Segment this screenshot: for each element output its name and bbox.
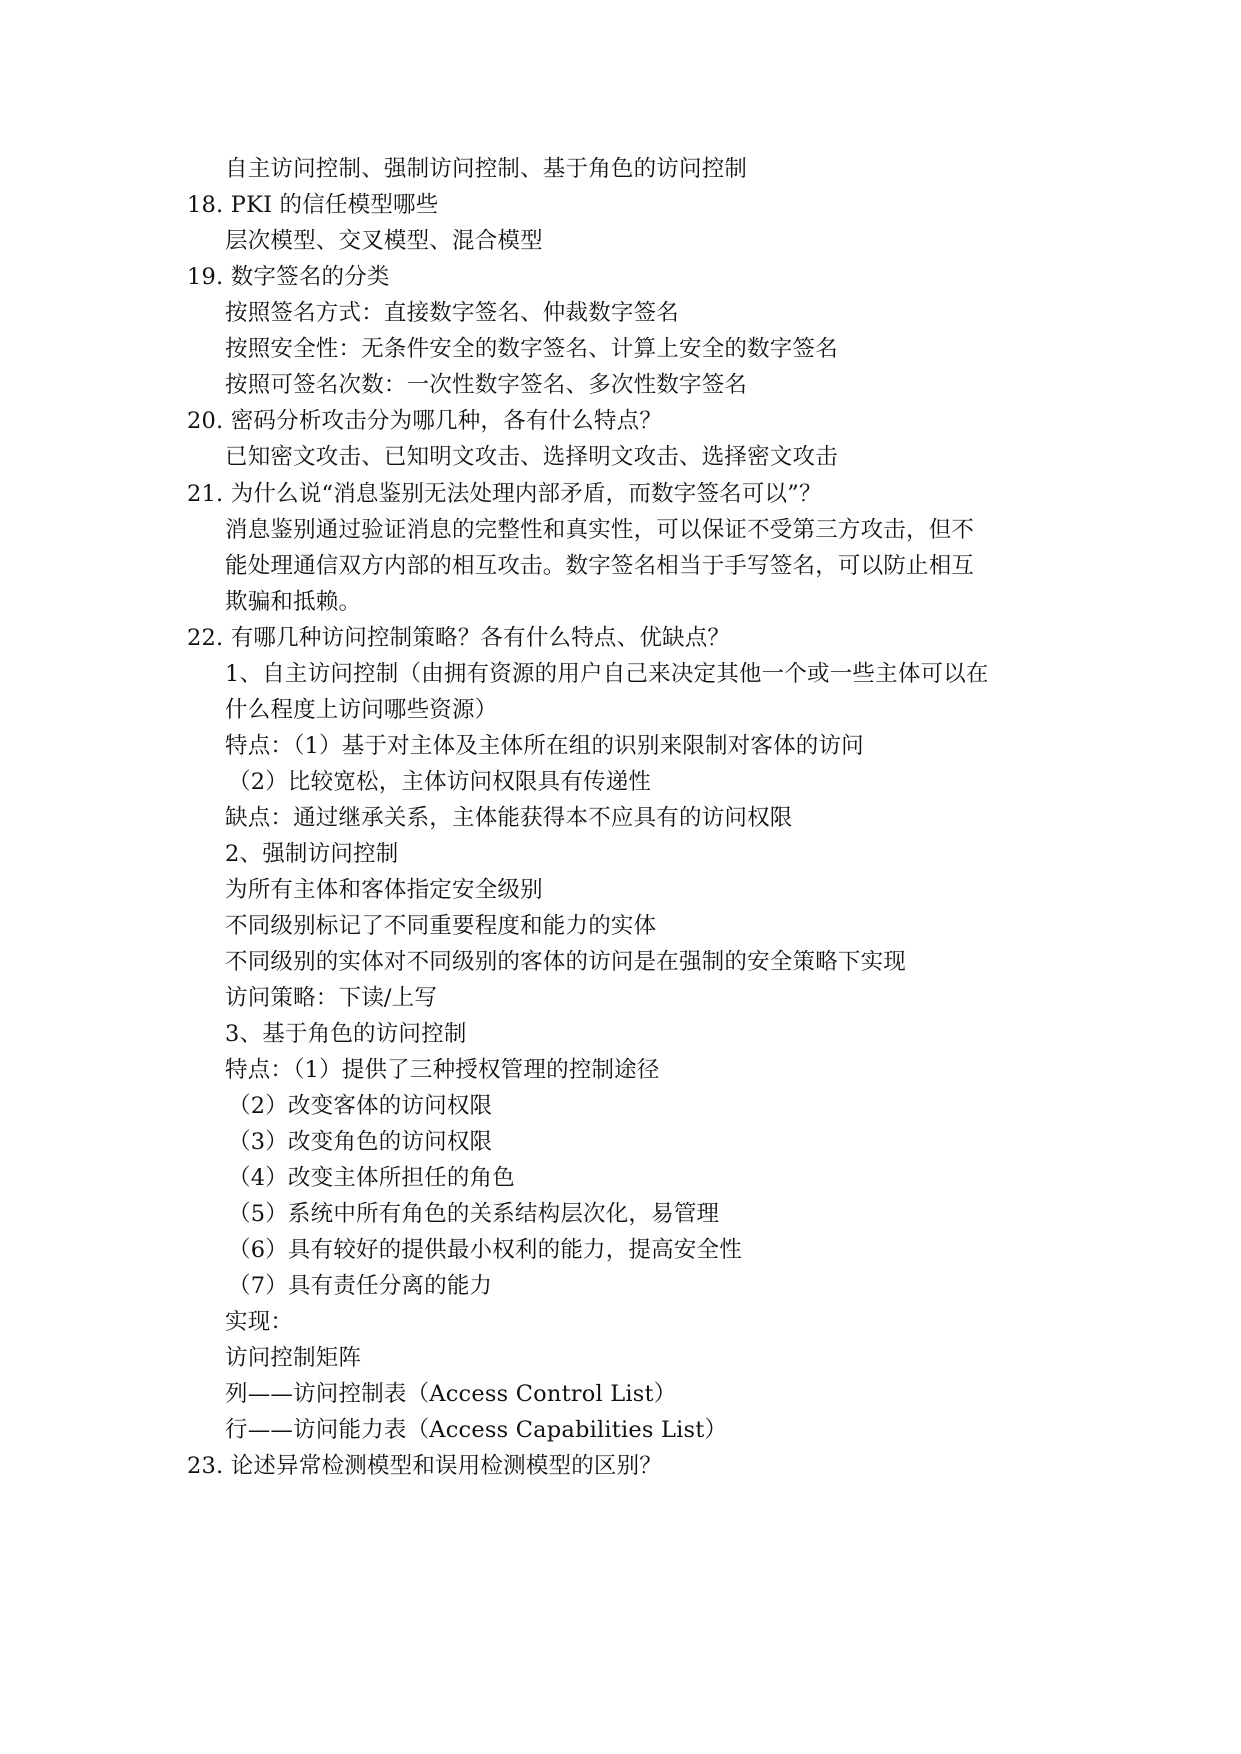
answer-line: 特点：（1）提供了三种授权管理的控制途径	[225, 1057, 660, 1083]
answer-line: 能处理通信双方内部的相互攻击。数字签名相当于手写签名，可以防止相互	[225, 553, 975, 579]
answer-line: 实现：	[225, 1309, 294, 1335]
answer-line: 缺点：通过继承关系，主体能获得本不应具有的访问权限	[225, 805, 793, 831]
question-20: 20. 密码分析攻击分为哪几种，各有什么特点？	[187, 408, 663, 434]
answer-line: 什么程度上访问哪些资源）	[225, 697, 498, 723]
answer-line: 为所有主体和客体指定安全级别	[225, 877, 543, 903]
answer-line: 访问控制矩阵	[225, 1345, 362, 1371]
answer-line: 按照签名方式：直接数字签名、仲裁数字签名	[225, 300, 680, 326]
sub-item-line: （5）系统中所有角色的关系结构层次化，易管理	[228, 1201, 720, 1227]
question-21: 21. 为什么说“消息鉴别无法处理内部矛盾，而数字签名可以”？	[187, 481, 822, 507]
answer-line: 不同级别标记了不同重要程度和能力的实体	[225, 913, 657, 939]
sub-item-line: （3）改变角色的访问权限	[228, 1129, 493, 1155]
sub-item-line: （2）改变客体的访问权限	[228, 1093, 493, 1119]
answer-line: 消息鉴别通过验证消息的完整性和真实性，可以保证不受第三方攻击，但不	[225, 517, 975, 543]
answer-line: 不同级别的实体对不同级别的客体的访问是在强制的安全策略下实现	[225, 949, 907, 975]
sub-item-line: （7）具有责任分离的能力	[228, 1273, 493, 1299]
sub-item-line: （4）改变主体所担任的角色	[228, 1165, 515, 1191]
answer-line: 访问策略：下读/上写	[225, 985, 438, 1011]
answer-line: 3、基于角色的访问控制	[225, 1021, 467, 1047]
question-22: 22. 有哪几种访问控制策略？各有什么特点、优缺点？	[187, 625, 731, 651]
answer-line: 1、自主访问控制（由拥有资源的用户自己来决定其他一个或一些主体可以在	[225, 661, 989, 687]
sub-item-line: （2）比较宽松，主体访问权限具有传递性	[228, 769, 652, 795]
question-18: 18. PKI 的信任模型哪些	[187, 192, 439, 218]
answer-line: 列——访问控制表（Access Control List）	[225, 1381, 677, 1407]
answer-line: 行——访问能力表（Access Capabilities List）	[225, 1417, 728, 1443]
answer-line: 自主访问控制、强制访问控制、基于角色的访问控制	[225, 156, 748, 182]
question-19: 19. 数字签名的分类	[187, 264, 390, 290]
sub-item-line: （6）具有较好的提供最小权利的能力，提高安全性	[228, 1237, 742, 1263]
answer-line: 2、强制访问控制	[225, 841, 399, 867]
answer-line: 欺骗和抵赖。	[225, 589, 362, 615]
answer-line: 已知密文攻击、已知明文攻击、选择明文攻击、选择密文攻击	[225, 444, 838, 470]
answer-line: 层次模型、交叉模型、混合模型	[225, 228, 543, 254]
answer-line: 特点：（1）基于对主体及主体所在组的识别来限制对客体的访问	[225, 733, 864, 759]
answer-line: 按照可签名次数：一次性数字签名、多次性数字签名	[225, 372, 748, 398]
answer-line: 按照安全性：无条件安全的数字签名、计算上安全的数字签名	[225, 336, 838, 362]
question-23: 23. 论述异常检测模型和误用检测模型的区别？	[187, 1453, 663, 1479]
